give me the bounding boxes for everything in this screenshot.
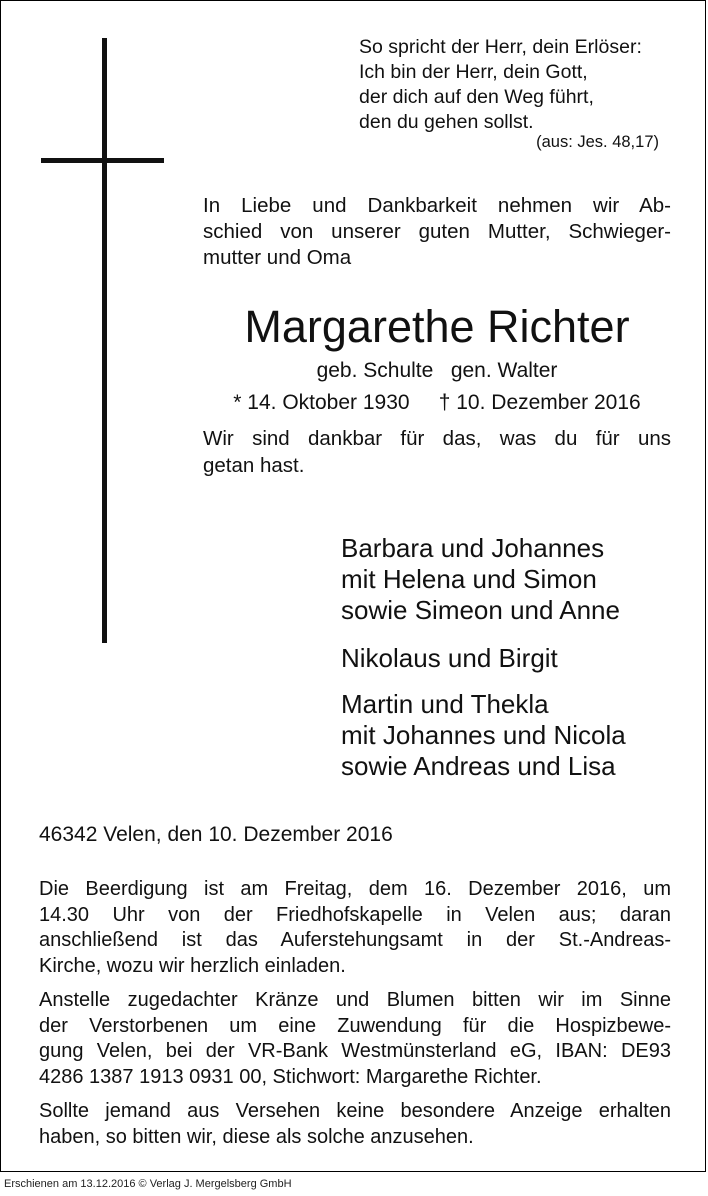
donation-line: Anstelle zugedachter Kränze und Blumen bitten wir im Sinne — [39, 989, 671, 1011]
cross-icon-bar — [41, 158, 164, 163]
funeral-info — [39, 877, 671, 979]
donation-line: 4286 1387 1913 0931 00, Stichwort: Margarethe Richter. — [39, 1065, 542, 1088]
place-date: 46342 Velen, den 10. Dezember 2016 — [39, 823, 393, 846]
donation-line: gung Velen, bei der VR-Bank Westmünsterland eG, IBAN: DE93 — [39, 1040, 671, 1062]
family-line: Nikolaus und Birgit — [341, 643, 558, 673]
family-line: sowie Andreas und Lisa — [341, 751, 616, 781]
intro-line: mutter und Oma — [203, 246, 352, 269]
family-line: mit Helena und Simon — [341, 564, 597, 594]
publication-footer: Erschienen am 13.12.2016 © Verlag J. Mergelsberg GmbH — [4, 1178, 292, 1190]
family-line: sowie Simeon und Anne — [341, 595, 620, 625]
cross-icon — [102, 38, 107, 643]
funeral-line: Die Beerdigung ist am Freitag, dem 16. Dezember 2016, um — [39, 878, 671, 900]
notice-info — [39, 1099, 671, 1150]
family-line: mit Johannes und Nicola — [341, 720, 626, 750]
family-line: Martin und Thekla — [341, 689, 549, 719]
intro-text — [203, 193, 671, 271]
bible-quote — [359, 35, 642, 135]
quote-source: (aus: Jes. 48,17) — [536, 133, 659, 151]
quote-line: den du gehen sollst. — [359, 111, 534, 133]
donation-line: der Verstorbenen um eine Zuwendung für die Hospizbewe- — [39, 1014, 671, 1037]
funeral-line: Kirche, wozu wir herzlich einladen. — [39, 954, 346, 977]
quote-line: der dich auf den Weg führt, — [359, 86, 594, 108]
family-group — [341, 643, 558, 674]
family-group — [341, 533, 620, 626]
thanks-line: getan hast. — [203, 454, 305, 477]
life-dates: * 14. Oktober 1930 † 10. Dezember 2016 — [233, 391, 641, 414]
donation-info — [39, 988, 671, 1090]
family-group — [341, 689, 626, 782]
intro-line: schied von unserer guten Mutter, Schwieger- — [203, 220, 671, 243]
notice-line: haben, so bitten wir, diese als solche anzusehen. — [39, 1125, 474, 1148]
family-line: Barbara und Johannes — [341, 533, 605, 563]
thanks-text — [203, 425, 671, 479]
quote-line: Ich bin der Herr, dein Gott, — [359, 61, 588, 83]
quote-line: So spricht der Herr, dein Erlöser: — [359, 36, 642, 58]
intro-line: In Liebe und Dankbarkeit nehmen wir Ab- — [203, 194, 671, 217]
deceased-name: Margarethe Richter — [244, 301, 630, 352]
notice-line: Sollte jemand aus Versehen keine besondere Anzeige erhalten — [39, 1100, 671, 1122]
funeral-line: anschließend ist das Auferstehungsamt in der St.-Andreas- — [39, 929, 671, 951]
thanks-line: Wir sind dankbar für das, was du für uns — [203, 427, 671, 450]
funeral-line: 14.30 Uhr von der Friedhofskapelle in Velen aus; daran — [39, 903, 671, 926]
birth-name: geb. Schulte gen. Walter — [316, 359, 558, 382]
